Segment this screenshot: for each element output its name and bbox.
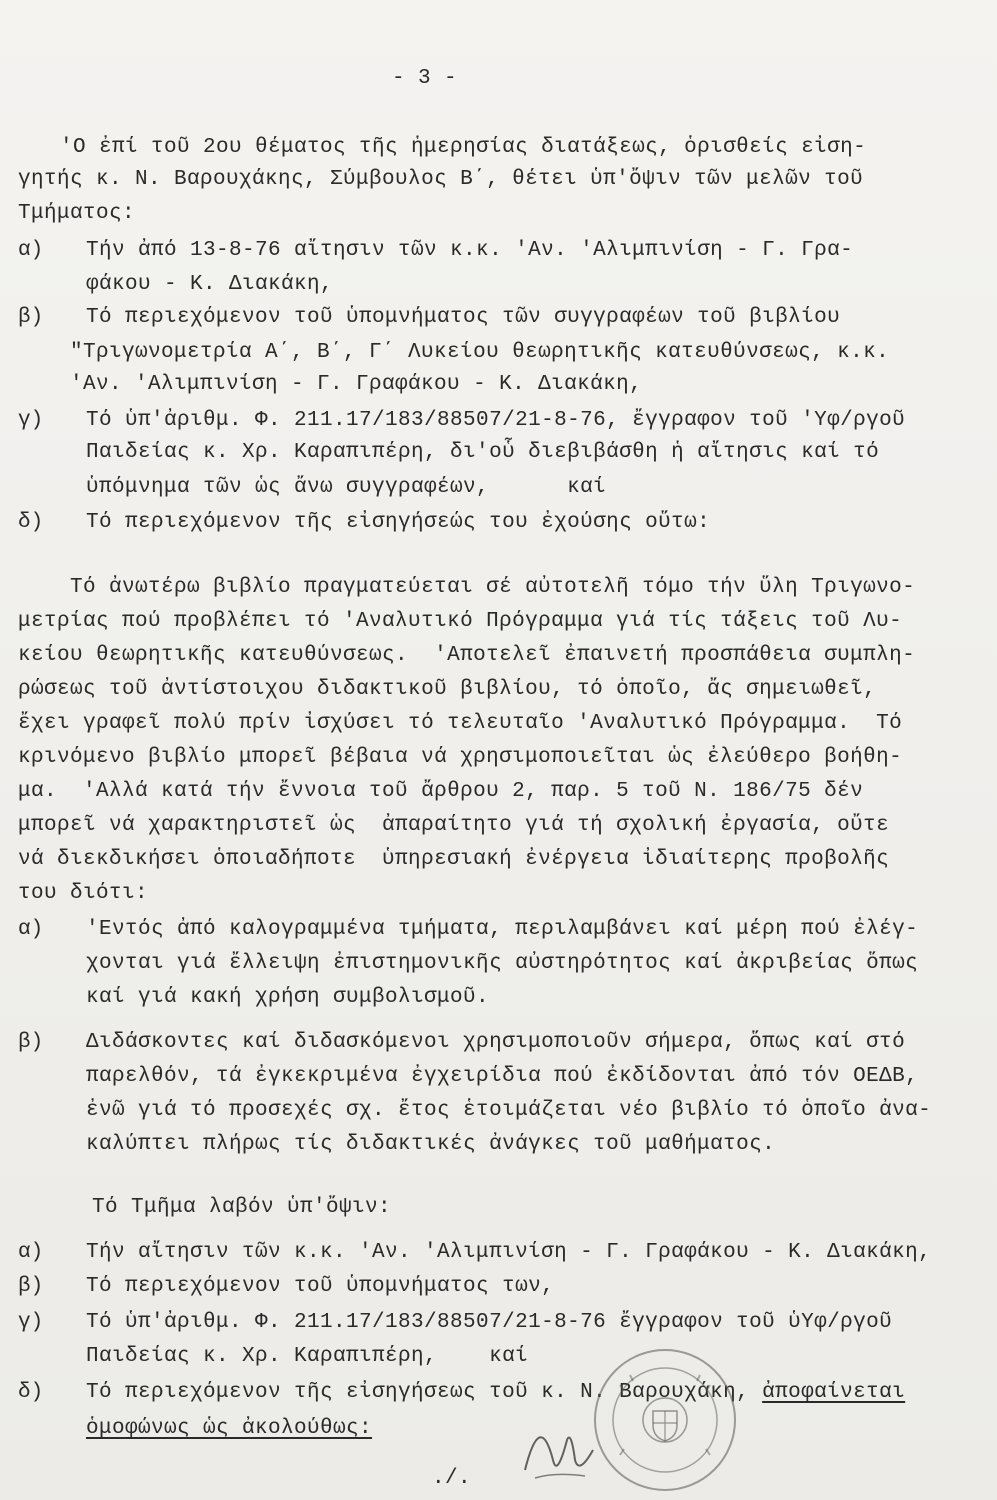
decision-intro: Τό Τμῆμα λαβόν ὑπ'ὄψιν: [40,1196,392,1219]
list2-a-line-3: καί γιά κακή χρήση συμβολισμοῦ. [86,986,490,1009]
body-line-8: μπορεῖ νά χαρακτηριστεῖ ὡς ἀπαραίτητο γιά τή σχολική ἐργασία, οὔτε [18,814,890,837]
body-line-9: νά διεκδικήσει ὁποιαδήποτε ὑπηρεσιακή ἐνέργεια ἰδιαίτερης προβολῆς [18,848,890,871]
list3-label-d: δ) [18,1381,44,1404]
list2-a-line-2: χονται γιά ἔλλειψη ἐπιστημονικῆς αὐστηρότητος καί ἀκριβείας ὅπως [86,952,919,975]
body-line-5: ἔχει γραφεῖ πολύ πρίν ἰσχύσει τό τελευταῖο 'Αναλυτικό Πρόγραμμα. Τό [18,712,903,735]
list2-a-line-1: 'Εντός ἀπό καλογραμμένα τμήματα, περιλαμβάνει καί μέρη πού ἐλέγ- [86,918,919,941]
list1-label-a: α) [18,239,44,262]
list3-label-b: β) [18,1275,44,1298]
list1-b-line-3: 'Αν. 'Αλιμπινίση - Γ. Γραφάκου - Κ. Διακάκη, [70,373,643,396]
body-line-1: Τό ἀνωτέρω βιβλίο πραγματεύεται σέ αὐτοτελῆ τόμο τήν ὕλη Τριγωνο- [18,576,916,599]
list2-b-line-4: καλύπτει πλήρως τίς διδακτικές ἀνάγκες τοῦ μαθήματος. [86,1133,776,1156]
body-line-3: κείου θεωρητικῆς κατευθύνσεως. 'Αποτελεῖ ἐπαινετή προσπάθεια συμπλη- [18,644,916,667]
list3-label-a: α) [18,1241,44,1264]
body-line-7: μα. 'Αλλά κατά τήν ἔννοια τοῦ ἄρθρου 2, παρ. 5 τοῦ Ν. 186/75 δέν [18,780,864,803]
list1-label-b: β) [18,306,44,329]
continuation-mark: ./. [432,1467,472,1490]
list1-b-line-2: "Τριγωνομετρία Α΄, Β΄, Γ΄ Λυκείου θεωρητικῆς κατευθύνσεως, κ.κ. [70,341,890,364]
handwritten-signature-icon [505,1400,605,1490]
list2-b-line-2: παρελθόν, τά ἐγκεκριμένα ἐγχειρίδια πού ἐκδίδονται ἀπό τόν ΟΕΔΒ, [86,1065,919,1088]
list1-a-line-2: φάκου - Κ. Διακάκη, [86,273,334,296]
list2-label-a: α) [18,918,44,941]
official-seal-icon [590,1345,740,1495]
intro-line-3: Τμήματος: [18,202,136,225]
list3-b-line-1: Τό περιεχόμενον τοῦ ὑπομνήματος των, [86,1275,555,1298]
list1-a-line-1: Τήν ἀπό 13-8-76 αἴτησιν τῶν κ.κ. 'Αν. 'Αλιμπινίση - Γ. Γρα- [86,239,854,262]
list1-d-line-1: Τό περιεχόμενον τῆς εἰσηγήσεώς του ἐχούσης οὕτω: [86,511,711,534]
list3-label-c: γ) [18,1311,44,1334]
intro-line-2: γητής κ. Ν. Βαρουχάκης, Σύμβουλος Β΄, θέτει ὑπ'ὄψιν τῶν μελῶν τοῦ [18,168,864,191]
body-line-10: του διότι: [18,882,149,905]
body-line-6: κρινόμενο βιβλίο μπορεῖ βέβαια νά χρησιμοποιεῖται ὡς ἐλεύθερο βοήθη- [18,746,903,769]
list3-d-line-1-text: Τό περιεχόμενον τῆς εἰσηγήσεως τοῦ κ. Ν. Βαρουχάκη, [86,1381,763,1404]
list3-d-line-1 [86,1380,905,1406]
list2-label-b: β) [18,1031,44,1054]
list1-b-line-1: Τό περιεχόμενον τοῦ ὑπομνήματος τῶν συγγραφέων τοῦ βιβλίου [86,306,841,329]
list3-d-line-2: ὁμοφώνως ὡς ἀκολούθως: [86,1417,373,1440]
list3-a-line-1: Τήν αἴτησιν τῶν κ.κ. 'Αν. 'Αλιμπινίση - Γ. Γραφάκου - Κ. Διακάκη, [86,1241,932,1264]
list3-c-line-2: Παιδείας κ. Χρ. Καραπιπέρη, καί [86,1345,529,1368]
list1-c-line-3: ὑπόμνημα τῶν ὡς ἄνω συγγραφέων, καί [86,476,607,499]
list2-b-line-3: ἐνῶ γιά τό προσεχές σχ. ἔτος ἑτοιμάζεται νέο βιβλίο τό ὁποῖο ἀνα- [86,1099,932,1122]
list1-c-line-1: Τό ὑπ'ἀριθμ. Φ. 211.17/183/88507/21-8-76, ἔγγραφον τοῦ 'Υφ/ργοῦ [86,409,906,432]
list1-c-line-2: Παιδείας κ. Χρ. Καραπιπέρη, δι'οὗ διεβιβάσθη ἡ αἴτησις καί τό [86,441,880,464]
body-line-4: ρώσεως τοῦ ἀντίστοιχου διδακτικοῦ βιβλίου, τό ὁποῖο, ἄς σημειωθεῖ, [18,678,877,701]
intro-line-1: 'Ο ἐπί τοῦ 2ου θέματος τῆς ἡμερησίας διατάξεως, ὁρισθείς εἰση- [60,136,867,159]
list3-c-line-1: Τό ὑπ'ἀριθμ. Φ. 211.17/183/88507/21-8-76 ἔγγραφον τοῦ ὑΥφ/ργοῦ [86,1311,893,1334]
list2-b-line-1: Διδάσκοντες καί διδασκόμενοι χρησιμοποιοῦν σήμερα, ὅπως καί στό [86,1031,906,1054]
list1-label-c: γ) [18,409,44,432]
decision-verb: ἀποφαίνεται [762,1381,906,1404]
page-number: - 3 - [392,67,458,90]
body-line-2: μετρίας πού προβλέπει τό 'Αναλυτικό Πρόγραμμα γιά τίς τάξεις τοῦ Λυ- [18,610,903,633]
list1-label-d: δ) [18,511,44,534]
